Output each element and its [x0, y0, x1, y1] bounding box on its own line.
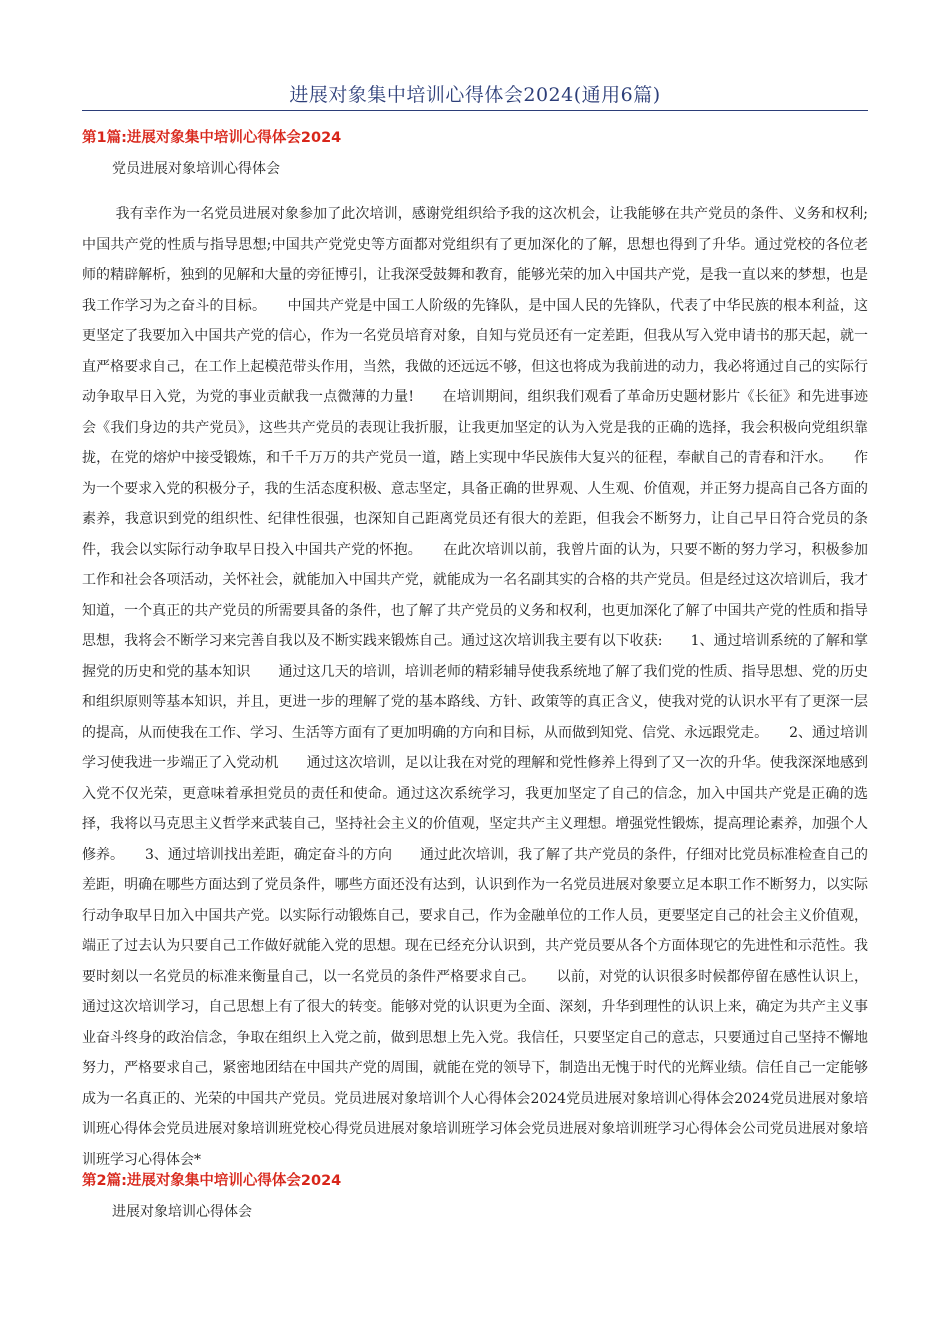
- section-1-subtitle: 党员进展对象培训心得体会: [112, 161, 280, 177]
- document-title: 进展对象集中培训心得体会2024(通用6篇): [289, 84, 661, 106]
- section-1-heading: 第1篇:进展对象集中培训心得体会2024: [82, 130, 342, 146]
- section-2-subtitle: 进展对象培训心得体会: [112, 1204, 252, 1220]
- title-divider: [82, 110, 868, 111]
- section-2-heading: 第2篇:进展对象集中培训心得体会2024: [82, 1173, 342, 1189]
- section-1-body: 我有幸作为一名党员进展对象参加了此次培训，感谢党组织给予我的这次机会，让我能够在共产党员的条件、义务和权利;中国共产党的性质与指导思想;中国共产党党史等方面都对党组织有了更加深化的了解，思想也得到了升华。通过党校的各位老师的精辟解析，独到的见解和大量的旁征博引，让我深受鼓舞和教育，能够光荣的加入中国共产党，是我一直以来的梦想，也是我工作学习为之奋斗的目标。 中国共产党是中国工人阶级的先锋队，是中国人民的先锋队，代表了中华民族的根本利益，这更坚定了我要加入中国共产党的信心，作为一名党员培育对象，自知与党员还有一定差距，但我从写入党申请书的那天起，就一直严格要求自己，在工作上起模范带头作用，当然，我做的还远远不够，但这也将成为我前进的动力，我必将通过自己的实际行动争取早日入党，为党的事业贡献我一点微薄的力量! 在培训期间，组织我们观看了革命历史题材影片《长征》和先进事迹会《我们身边的共产党员》，这些共产党员的表现让我折服，让我更加坚定的认为入党是我的正确的选择，我会积极向党组织靠拢，在党的熔炉中接受锻炼，和千千万万的共产党员一道，踏上实现中华民族伟大复兴的征程，奉献自己的青春和汗水。 作为一个要求入党的积极分子，我的生活态度积极、意志坚定，具备正确的世界观、人生观、价值观，并正努力提高自己各方面的素养，我意识到党的组织性、纪律性很强，也深知自己距离党员还有很大的差距，但我会不断努力，让自己早日符合党员的条件，我会以实际行动争取早日投入中国共产党的怀抱。 在此次培训以前，我曾片面的认为，只要不断的努力学习，积极参加工作和社会各项活动，关怀社会，就能加入中国共产党，就能成为一名名副其实的合格的共产党员。但是经过这次培训后，我才知道，一个真正的共产党员的所需要具备的条件，也了解了共产党员的义务和权利，也更加深化了解了中国共产党的性质和指导思想，我将会不断学习来完善自我以及不断实践来锻炼自己。通过这次培训我主要有以下收获: 1、通过培训系统的了解和掌握党的历史和党的基本知识 通过这几天的培训，培训老师的精彩辅导使我系统地了解了我们党的性质、指导思想、党的历史和组织原则等基本知识，并且，更进一步的理解了党的基本路线、方针、政策等的真正含义，使我对党的认识水平有了更深一层的提高，从而使我在工作、学习、生活等方面有了更加明确的方向和目标，从而做到知党、信党、永远跟党走。 2、通过培训学习使我进一步端正了入党动机 通过这次培训，足以让我在对党的理解和党性修养上得到了又一次的升华。使我深深地感到入党不仅光荣，更意味着承担党员的责任和使命。通过这次系统学习，我更加坚定了自己的信念，加入中国共产党是正确的选择，我将以马克思主义哲学来武装自己，坚持社会主义的价值观，坚定共产主义理想。增强党性锻炼，提高理论素养，加强个人修养。 3、通过培训找出差距，确定奋斗的方向 通过此次培训，我了解了共产党员的条件，仔细对比党员标准检查自己的差距，明确在哪些方面达到了党员条件，哪些方面还没有达到，认识到作为一名党员进展对象要立足本职工作不断努力，以实际行动争取早日加入中国共产党。以实际行动锻炼自己，要求自己，作为金融单位的工作人员，更要坚定自己的社会主义价值观，端正了过去认为只要自己工作做好就能入党的思想。现在已经充分认识到，共产党员要从各个方面体现它的先进性和示范性。我要时刻以一名党员的标准来衡量自己，以一名党员的条件严格要求自己。 以前，对党的认识很多时候都停留在感性认识上，通过这次培训学习，自己思想上有了很大的转变。能够对党的认识更为全面、深刻，升华到理性的认识上来，确定为共产主义事业奋斗终身的政治信念，争取在组织上入党之前，做到思想上先入党。我信任，只要坚定自己的意志，只要通过自己坚持不懈地努力，严格要求自己，紧密地团结在中国共产党的周围，就能在党的领导下，制造出无愧于时代的光辉业绩。信任自己一定能够成为一名真正的、光荣的中国共产党员。党员进展对象培训个人心得体会2024党员进展对象培训心得体会2024党员进展对象培训班心得体会党员进展对象培训班党校心得党员进展对象培训班学习体会党员进展对象培训班学习心得体会公司党员进展对象培训班学习心得体会*: [82, 206, 868, 1168]
